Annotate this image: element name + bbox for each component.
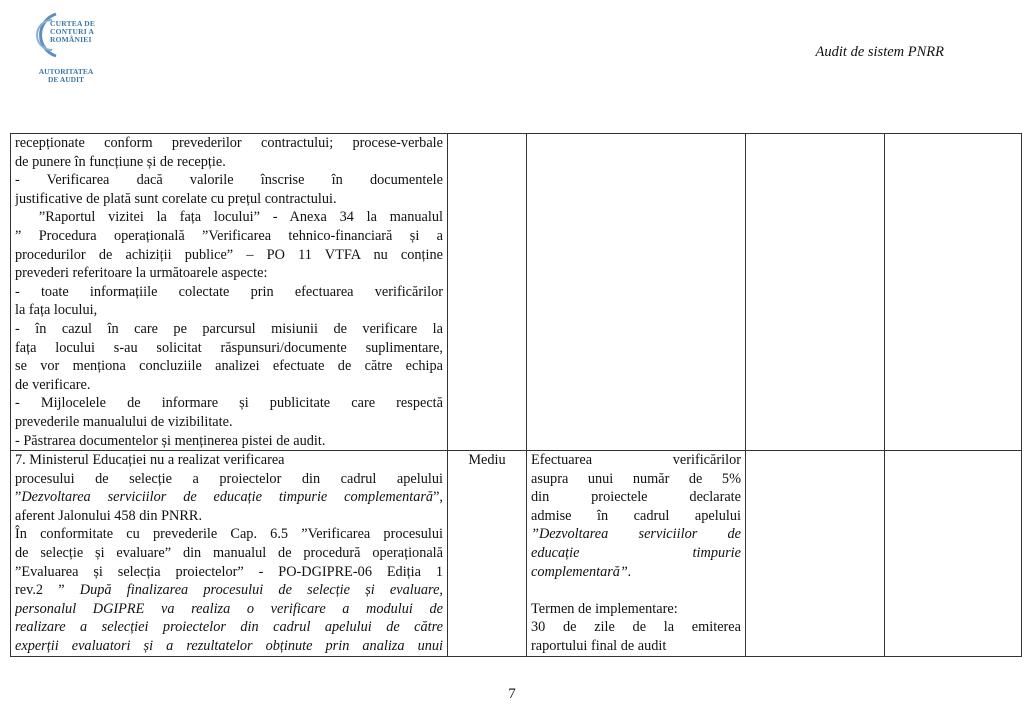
empty-cell	[885, 451, 1022, 657]
table-row	[11, 451, 1022, 657]
finding-text-line:   ”Raportul vizitei la fața locului” - Anexa 34 la manualul	[15, 209, 443, 226]
risk-cell	[448, 451, 527, 657]
logo-line: CONTURI A	[50, 27, 95, 36]
logo-subtitle	[34, 68, 98, 84]
finding-text-line: - Păstrarea documentelor și menținerea pistei de audit.	[15, 432, 326, 449]
findings-table	[10, 133, 1022, 657]
logo-line: ROMÂNIEI	[50, 35, 92, 44]
finding-text-line: ”Dezvoltarea serviciilor de educație timpurie complementară”,	[15, 489, 443, 506]
recommendation-text-line: Efectuarea verificărilor	[531, 452, 741, 469]
recommendation-text-line: asupra unui număr de 5%	[531, 470, 741, 487]
recommendation-text-line: complementară”.	[531, 563, 632, 580]
finding-text-line: la fața locului,	[15, 302, 98, 319]
recommendation-text-line	[531, 581, 741, 600]
risk-cell	[448, 134, 527, 451]
empty-cell	[746, 451, 885, 657]
recommendation-text-line: Termen de implementare:	[531, 600, 678, 617]
finding-text-line: 7. Ministerul Educației nu a realizat verificarea	[15, 452, 285, 469]
finding-text-line: În conformitate cu prevederile Cap. 6.5 ”Verificarea procesului	[15, 526, 443, 543]
finding-text-line: de selecție și evaluare” din manualul de procedură operațională	[15, 545, 443, 562]
finding-text-line: - toate informațiile colectate prin efectuarea verificărilor	[15, 283, 443, 300]
recommendation-cell	[527, 451, 746, 657]
finding-text-line: rev.2 ” După finalizarea procesului de selecție și evaluare,	[15, 582, 443, 599]
finding-text-line: recepționate conform prevederilor contractului; procese-verbale	[15, 135, 443, 151]
recommendation-text-line: 30 de zile de la emiterea	[531, 619, 741, 636]
empty-cell	[885, 134, 1022, 451]
table-row	[11, 134, 1022, 451]
risk-level: Mediu	[468, 452, 506, 469]
finding-text-line: procedurilor de achiziții publice” – PO 11 VTFA nu conține	[15, 246, 443, 263]
finding-cell	[11, 134, 448, 451]
finding-text-line: justificative de plată sunt corelate cu prețul contractului.	[15, 190, 337, 207]
document-header-title: Audit de sistem PNRR	[815, 44, 944, 60]
logo-line: CURTEA DE	[50, 19, 96, 28]
finding-text-line: prevederi referitoare la următoarele aspecte:	[15, 265, 268, 282]
finding-text-line: de verificare.	[15, 376, 91, 393]
page-number: 7	[508, 686, 516, 702]
logo-sub-line: DE AUDIT	[47, 75, 85, 84]
logo-text	[50, 20, 95, 44]
finding-text-line: ”Evaluarea și selecția proiectelor” - PO-DGIPRE-06 Ediția 1	[15, 563, 443, 580]
logo	[28, 8, 103, 88]
finding-text-line: ” Procedura operațională ”Verificarea tehnico-financiară și a	[15, 227, 443, 244]
finding-text-line: procesului de selecție a proiectelor din cadrul apelului	[15, 470, 443, 487]
finding-text-line: prevederile manualului de vizibilitate.	[15, 413, 233, 430]
recommendation-text-line: din proiectele declarate	[531, 489, 741, 506]
finding-text-line: realizare a selecției proiectelor din cadrul apelului de către	[15, 619, 443, 636]
finding-text-line: aferent Jalonului 458 din PNRR.	[15, 507, 203, 524]
finding-text-line: fața locului s-au solicitat răspunsuri/documente suplimentare,	[15, 339, 443, 356]
logo-sub-line: AUTORITATEA	[38, 67, 94, 76]
empty-cell	[746, 134, 885, 451]
recommendation-text-line: educație timpurie	[531, 545, 741, 562]
finding-cell	[11, 451, 448, 657]
finding-text-line: - Mijlocelele de informare și publicitate care respectă	[15, 395, 443, 412]
recommendation-text-line: admise în cadrul apelului	[531, 507, 741, 524]
finding-text-line: se vor menționa concluziile analizei efectuate de către echipa	[15, 358, 443, 375]
finding-text-line: de punere în funcțiune și de recepție.	[15, 153, 226, 170]
recommendation-cell	[527, 134, 746, 451]
recommendation-text-line: ”Dezvoltarea serviciilor de	[531, 526, 741, 543]
finding-text-line: - Verificarea dacă valorile înscrise în documentele	[15, 172, 443, 189]
finding-text-line: personalul DGIPRE va realiza o verificare a modului de	[15, 600, 443, 617]
finding-text-line: - în cazul în care pe parcursul misiunii de verificare la	[15, 320, 443, 337]
finding-text-line: experții evaluatori și a rezultatelor obținute prin analiza unui	[15, 638, 443, 655]
recommendation-text-line: raportului final de audit	[531, 638, 667, 655]
